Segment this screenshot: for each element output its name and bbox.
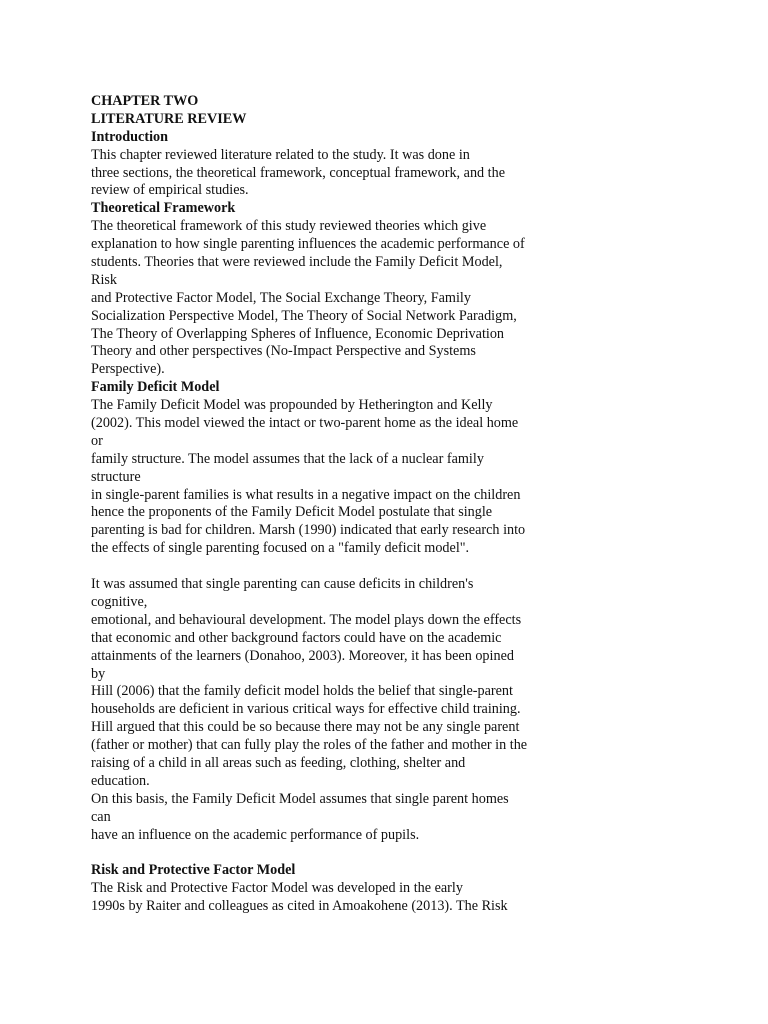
text-line: cognitive, [91,593,148,610]
text-line: or [91,432,103,449]
text-line: 1990s by Raiter and colleagues as cited in Amoakohene (2013). The Risk [91,898,508,915]
section-heading-introduction: Introduction [91,128,168,145]
text-line: Theory and other perspectives (No-Impact Perspective and Systems [91,343,476,360]
text-line: The Family Deficit Model was propounded by Hetherington and Kelly [91,397,493,414]
text-line: review of empirical studies. [91,182,249,199]
text-line: The Risk and Protective Factor Model was developed in the early [91,880,463,897]
text-line: structure [91,468,141,485]
section-body-family-deficit-model [91,397,571,844]
text-line: can [91,808,111,825]
text-line: family structure. The model assumes that the lack of a nuclear family [91,450,484,467]
chapter-label: CHAPTER TWO [91,93,199,109]
text-line: The theoretical framework of this study reviewed theories which give [91,218,487,235]
section-heading-risk-protective-factor-model: Risk and Protective Factor Model [91,862,296,879]
text-line: students. Theories that were reviewed include the Family Deficit Model, [91,254,503,271]
text-line: emotional, and behavioural development. The model plays down the effects [91,611,522,628]
text-line: attainments of the learners (Donahoo, 2003). Moreover, it has been opined [91,647,514,664]
section-body-introduction [91,147,571,201]
text-line: (2002). This model viewed the intact or two-parent home as the ideal home [91,415,519,432]
text-line: education. [91,772,150,789]
document-page [91,93,571,916]
text-line: and Protective Factor Model, The Social Exchange Theory, Family [91,289,471,306]
paragraph-gap [91,844,571,862]
text-line: The Theory of Overlapping Spheres of Influence, Economic Deprivation [91,325,505,342]
text-line: Risk [91,271,118,288]
text-line: explanation to how single parenting influences the academic performance of [91,236,525,253]
chapter-title: LITERATURE REVIEW [91,110,247,127]
text-line: raising of a child in all areas such as feeding, clothing, shelter and [91,754,466,771]
text-line: have an influence on the academic performance of pupils. [91,826,420,843]
section-body-risk-protective-factor-model [91,880,571,916]
text-line: Perspective). [91,361,165,378]
text-line: hence the proponents of the Family Deficit Model postulate that single [91,504,493,521]
text-line: three sections, the theoretical framework, conceptual framework, and the [91,164,506,181]
text-line: in single-parent families is what results in a negative impact on the children [91,486,521,503]
text-line: the effects of single parenting focused on a "family deficit model". [91,540,470,557]
section-body-theoretical-framework [91,218,571,379]
text-line: (father or mother) that can fully play the roles of the father and mother in the [91,737,528,754]
text-line: Socialization Perspective Model, The Theory of Social Network Paradigm, [91,307,517,324]
text-line: households are deficient in various critical ways for effective child training. [91,701,521,718]
text-line: This chapter reviewed literature related to the study. It was done in [91,146,470,163]
text-line: It was assumed that single parenting can cause deficits in children's [91,576,474,593]
section-heading-theoretical-framework: Theoretical Framework [91,200,236,217]
paragraph-gap [91,558,571,576]
section-heading-family-deficit-model: Family Deficit Model [91,379,220,396]
text-line: parenting is bad for children. Marsh (1990) indicated that early research into [91,522,526,539]
text-line: On this basis, the Family Deficit Model assumes that single parent homes [91,790,509,807]
text-line: Hill (2006) that the family deficit model holds the belief that single-parent [91,683,513,700]
text-line: that economic and other background factors could have on the academic [91,629,502,646]
text-line: by [91,665,106,682]
text-line: Hill argued that this could be so because there may not be any single parent [91,719,520,736]
